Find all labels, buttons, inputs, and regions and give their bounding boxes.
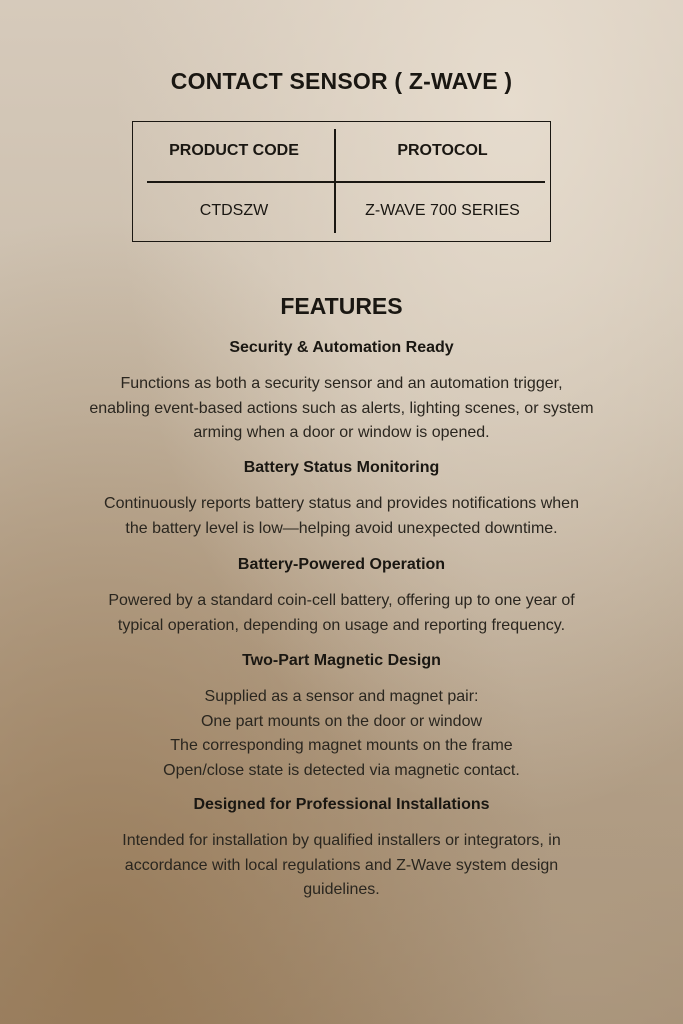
table-cell-protocol: Z-WAVE 700 SERIES [365, 202, 520, 219]
feature-security-automation [40, 338, 643, 446]
feature-heading: Two-Part Magnetic Design [242, 652, 441, 669]
feature-line: Continuously reports battery status and provides notifications when [104, 495, 579, 512]
spec-table [132, 121, 551, 242]
table-header-product-code: PRODUCT CODE [169, 142, 299, 159]
feature-line: Intended for installation by qualified installers or integrators, in [122, 832, 561, 849]
feature-heading: Battery-Powered Operation [237, 556, 446, 573]
feature-line: typical operation, depending on usage and reporting frequency. [117, 616, 566, 634]
feature-description [40, 685, 643, 783]
feature-heading: Battery Status Monitoring [243, 459, 440, 476]
feature-description [40, 589, 643, 638]
table-divider-horizontal [147, 181, 545, 183]
feature-heading: Security & Automation Ready [229, 339, 454, 356]
feature-description [40, 829, 643, 903]
feature-line: accordance with local regulations and Z-Wave system design [124, 856, 559, 874]
feature-line: Powered by a standard coin-cell battery, offering up to one year of [108, 592, 575, 609]
feature-line: Supplied as a sensor and magnet pair: [204, 688, 479, 705]
table-header-protocol: PROTOCOL [397, 142, 488, 159]
feature-description [40, 492, 643, 541]
feature-description [40, 372, 643, 446]
features-heading: FEATURES [280, 293, 403, 319]
table-cell-product-code: CTDSZW [199, 202, 269, 219]
feature-professional-install [40, 795, 643, 903]
feature-line: enabling event-based actions such as alerts, lighting scenes, or system [89, 399, 594, 417]
feature-line: Functions as both a security sensor and an automation trigger, [120, 375, 563, 392]
feature-magnetic-design [40, 651, 643, 783]
feature-battery-operation [40, 555, 643, 638]
page-title: CONTACT SENSOR ( Z-WAVE ) [170, 68, 513, 94]
feature-line: Open/close state is detected via magnetic contact. [163, 761, 520, 779]
feature-line: the battery level is low—helping avoid unexpected downtime. [125, 519, 558, 537]
feature-line: arming when a door or window is opened. [193, 424, 490, 441]
feature-line: One part mounts on the door or window [200, 712, 483, 730]
feature-heading: Designed for Professional Installations [193, 796, 490, 813]
feature-line: guidelines. [303, 881, 380, 898]
feature-battery-monitoring [40, 458, 643, 541]
feature-line: The corresponding magnet mounts on the frame [170, 737, 513, 754]
